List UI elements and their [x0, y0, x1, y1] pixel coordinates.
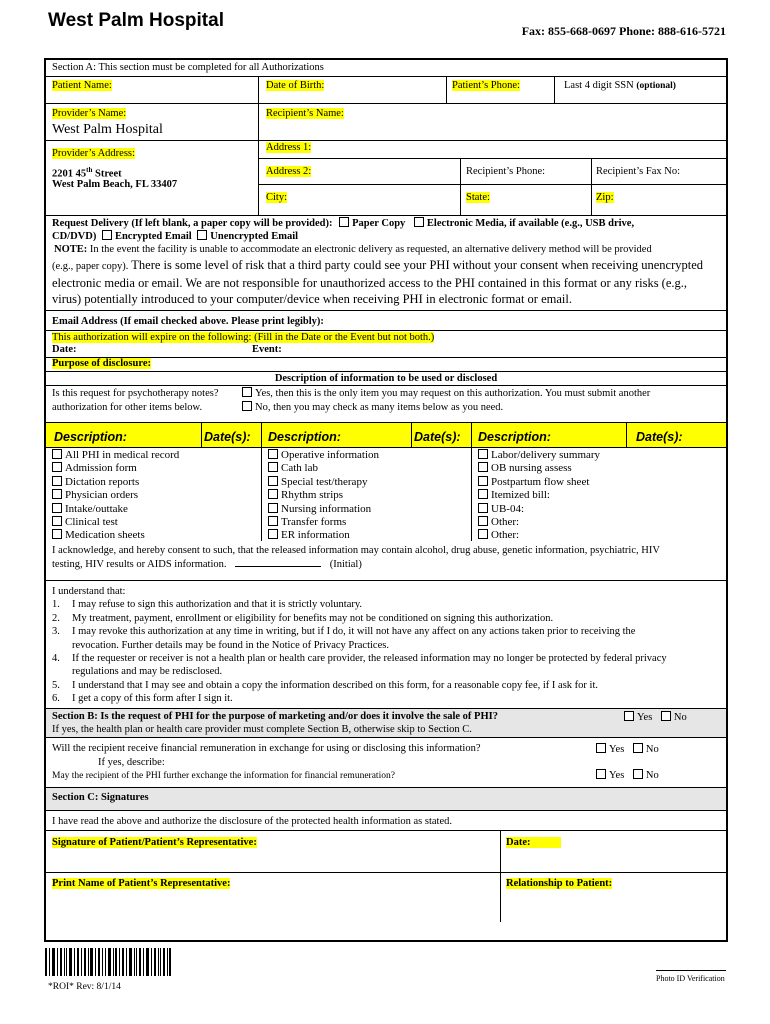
list-item[interactable]: Postpartum flow sheet: [478, 476, 600, 489]
recipient-name-label: Recipient’s Name:: [266, 108, 344, 119]
list-item[interactable]: All PHI in medical record: [52, 449, 179, 462]
patient-phone-label: Patient’s Phone:: [452, 80, 520, 91]
ssn-label: Last 4 digit SSN (optional): [564, 80, 676, 91]
marketing-no-checkbox[interactable]: [661, 711, 671, 721]
provider-address-line1: 2201 45th Street: [52, 166, 122, 180]
initial-field[interactable]: [235, 566, 321, 567]
list-item[interactable]: Labor/delivery summary: [478, 449, 600, 462]
print-name-label: Print Name of Patient’s Representative:: [52, 878, 231, 889]
provider-name-label: Provider’s Name:: [52, 108, 127, 119]
item-checkbox[interactable]: [268, 529, 278, 539]
list-item[interactable]: ER information: [268, 529, 379, 542]
dates-header-1: Date(s):: [204, 430, 251, 444]
provider-name-value: West Palm Hospital: [52, 122, 163, 137]
item-checkbox[interactable]: [478, 462, 488, 472]
address2-label: Address 2:: [266, 166, 312, 177]
items-column-3: [478, 449, 600, 543]
list-item[interactable]: Itemized bill:: [478, 489, 600, 502]
email-label: Email Address (If email checked above. Please print legibly):: [52, 316, 324, 327]
list-item[interactable]: Operative information: [268, 449, 379, 462]
marketing-yes-checkbox[interactable]: [624, 711, 634, 721]
delivery-options: Request Delivery (If left blank, a paper copy will be provided): Paper Copy Electronic Media, if available (e.g., USB drive, CD/DVD) Encrypted Email Unencrypted Email: [52, 218, 635, 242]
expiration-statement: This authorization will expire on the following: (Fill in the Date or the Event but not both.): [52, 332, 435, 343]
items-column-1: [52, 449, 179, 543]
exchange-yes-checkbox[interactable]: [596, 769, 606, 779]
unencrypted-email-checkbox[interactable]: [197, 230, 207, 240]
item-checkbox[interactable]: [478, 489, 488, 499]
list-item[interactable]: UB-04:: [478, 503, 600, 516]
revision-label: *ROI* Rev: 8/1/14: [48, 982, 121, 992]
list-item[interactable]: Transfer forms: [268, 516, 379, 529]
remuneration-yes-checkbox[interactable]: [596, 743, 606, 753]
desc-header-1: Description:: [54, 430, 127, 444]
list-item[interactable]: Admission form: [52, 462, 179, 475]
relationship-label: Relationship to Patient:: [506, 878, 613, 889]
item-checkbox[interactable]: [52, 503, 62, 513]
photo-id-label: Photo ID Verification: [656, 974, 725, 983]
authorization-form: [44, 58, 728, 942]
section-b-subtitle: If yes, the health plan or health care provider must complete Section B, otherwise skip to Section C.: [52, 724, 472, 735]
item-checkbox[interactable]: [268, 476, 278, 486]
item-checkbox[interactable]: [268, 449, 278, 459]
item-checkbox[interactable]: [478, 476, 488, 486]
describe-label: If yes, describe:: [98, 757, 165, 768]
description-header-bar: [46, 423, 726, 447]
signature-date-label: Date:: [506, 837, 561, 848]
list-item[interactable]: Intake/outtake: [52, 503, 179, 516]
dates-header-3: Date(s):: [636, 430, 683, 444]
provider-address-line2: West Palm Beach, FL 33407: [52, 179, 178, 190]
remuneration-yes-no: Yes No: [596, 743, 659, 755]
item-checkbox[interactable]: [478, 516, 488, 526]
section-b-yes-no: Yes No: [624, 711, 687, 723]
patient-name-label: Patient Name:: [52, 80, 112, 91]
dates-header-2: Date(s):: [414, 430, 461, 444]
item-checkbox[interactable]: [478, 449, 488, 459]
exchange-yes-no: Yes No: [596, 769, 659, 781]
psychotherapy-question: Is this request for psychotherapy notes? authorization for other items below.: [52, 388, 219, 413]
list-item[interactable]: Clinical test: [52, 516, 179, 529]
item-checkbox[interactable]: [52, 476, 62, 486]
city-label: City:: [266, 192, 288, 203]
item-checkbox[interactable]: [268, 503, 278, 513]
item-checkbox[interactable]: [52, 529, 62, 539]
electronic-media-checkbox[interactable]: [414, 217, 424, 227]
authorization-statement: I have read the above and authorize the disclosure of the protected health information as stated.: [52, 816, 453, 827]
zip-label: Zip:: [596, 192, 614, 203]
list-item[interactable]: Nursing information: [268, 503, 379, 516]
remuneration-question: Will the recipient receive financial remuneration in exchange for using or disclosing this information?: [52, 743, 481, 754]
paper-copy-checkbox[interactable]: [339, 217, 349, 227]
list-item[interactable]: Medication sheets: [52, 529, 179, 542]
state-label: State:: [466, 192, 490, 203]
hospital-title: West Palm Hospital: [48, 10, 224, 31]
recipient-phone-label: Recipient’s Phone:: [466, 166, 546, 177]
item-checkbox[interactable]: [52, 462, 62, 472]
items-column-2: [268, 449, 379, 543]
exchange-no-checkbox[interactable]: [633, 769, 643, 779]
provider-address-label: Provider’s Address:: [52, 148, 135, 159]
list-item[interactable]: Special test/therapy: [268, 476, 379, 489]
further-exchange-question: May the recipient of the PHI further exchange the information for financial remuneration?: [52, 771, 395, 781]
recipient-fax-label: Recipient’s Fax No:: [596, 166, 680, 177]
psychotherapy-options: Yes, then this is the only item you may request on this authorization. You must submit another No, then you may check as many items below as you need.: [242, 387, 650, 414]
psychotherapy-yes-checkbox[interactable]: [242, 387, 252, 397]
psychotherapy-no-checkbox[interactable]: [242, 401, 252, 411]
list-item[interactable]: OB nursing assess: [478, 462, 600, 475]
item-checkbox[interactable]: [478, 503, 488, 513]
barcode-icon: [45, 948, 175, 978]
list-item[interactable]: Physician orders: [52, 489, 179, 502]
desc-header-3: Description:: [478, 430, 551, 444]
signature-label: Signature of Patient/Patient’s Representative:: [52, 837, 257, 848]
item-checkbox[interactable]: [478, 529, 488, 539]
expiration-event-label: Event:: [252, 344, 282, 355]
dob-label: Date of Birth:: [266, 80, 325, 91]
contact-info: Fax: 855-668-0697 Phone: 888-616-5721: [521, 24, 726, 38]
understand-list: I understand that: 1. I may refuse to sign this authorization and that it is strictly voluntary. 2. My treatment, payment, enrollment or eligibility for benefits may not be conditioned on signing this authorization. 3. I may revoke this authorization at any time in writing, but if I do, it will not have any affect on any actions taken prior to receiving the revocation. Further details may be found in the Notice of Privacy Practices. 4. If the requester or receiver is not a health plan or health care provider, the released information may no longer be protected by federal privacy regulations and may be redisclosed. 5. I understand that I may see and obtain a copy the information described on this form, for a reasonable copy fee, if I ask for it. 6. I get a copy of this form after I sign it.: [52, 586, 667, 705]
item-checkbox[interactable]: [52, 449, 62, 459]
list-item[interactable]: Other:: [478, 516, 600, 529]
expiration-date-label: Date:: [52, 344, 77, 355]
item-checkbox[interactable]: [268, 516, 278, 526]
list-item[interactable]: Other:: [478, 529, 600, 542]
item-checkbox[interactable]: [268, 462, 278, 472]
purpose-label: Purpose of disclosure:: [52, 358, 151, 369]
risk-statement: (e.g., paper copy). There is some level of risk that a third party could see your PHI without your consent when receiving unencrypted electronic media or email. We are not responsible for unauthorized access to the PHI contained in this format or any risks (e.g., virus) potentially introduced to your computer/device when receiving PHI in electronic format or email.: [52, 258, 704, 306]
section-b-title: Section B: Is the request of PHI for the purpose of marketing and/or does it involve the sale of PHI?: [52, 711, 498, 722]
list-item[interactable]: Dictation reports: [52, 476, 179, 489]
item-checkbox[interactable]: [52, 489, 62, 499]
encrypted-email-checkbox[interactable]: [102, 230, 112, 240]
address1-label: Address 1:: [266, 142, 312, 153]
section-c-title: Section C: Signatures: [52, 792, 149, 803]
list-item[interactable]: Cath lab: [268, 462, 379, 475]
delivery-note: NOTE: In the event the facility is unable to accommodate an electronic delivery as requested, an alternative delivery method will be provided: [54, 244, 652, 255]
acknowledgement: I acknowledge, and hereby consent to such, that the released information may contain alcohol, drug abuse, genetic information, psychiatric, HIV testing, HIV results or AIDS information. (Initial): [52, 545, 660, 570]
remuneration-no-checkbox[interactable]: [633, 743, 643, 753]
item-checkbox[interactable]: [52, 516, 62, 526]
item-checkbox[interactable]: [268, 489, 278, 499]
info-description-title: Description of information to be used or disclosed: [274, 373, 498, 384]
list-item[interactable]: Rhythm strips: [268, 489, 379, 502]
section-a-title: Section A: This section must be completed for all Authorizations: [52, 62, 324, 73]
desc-header-2: Description:: [268, 430, 341, 444]
